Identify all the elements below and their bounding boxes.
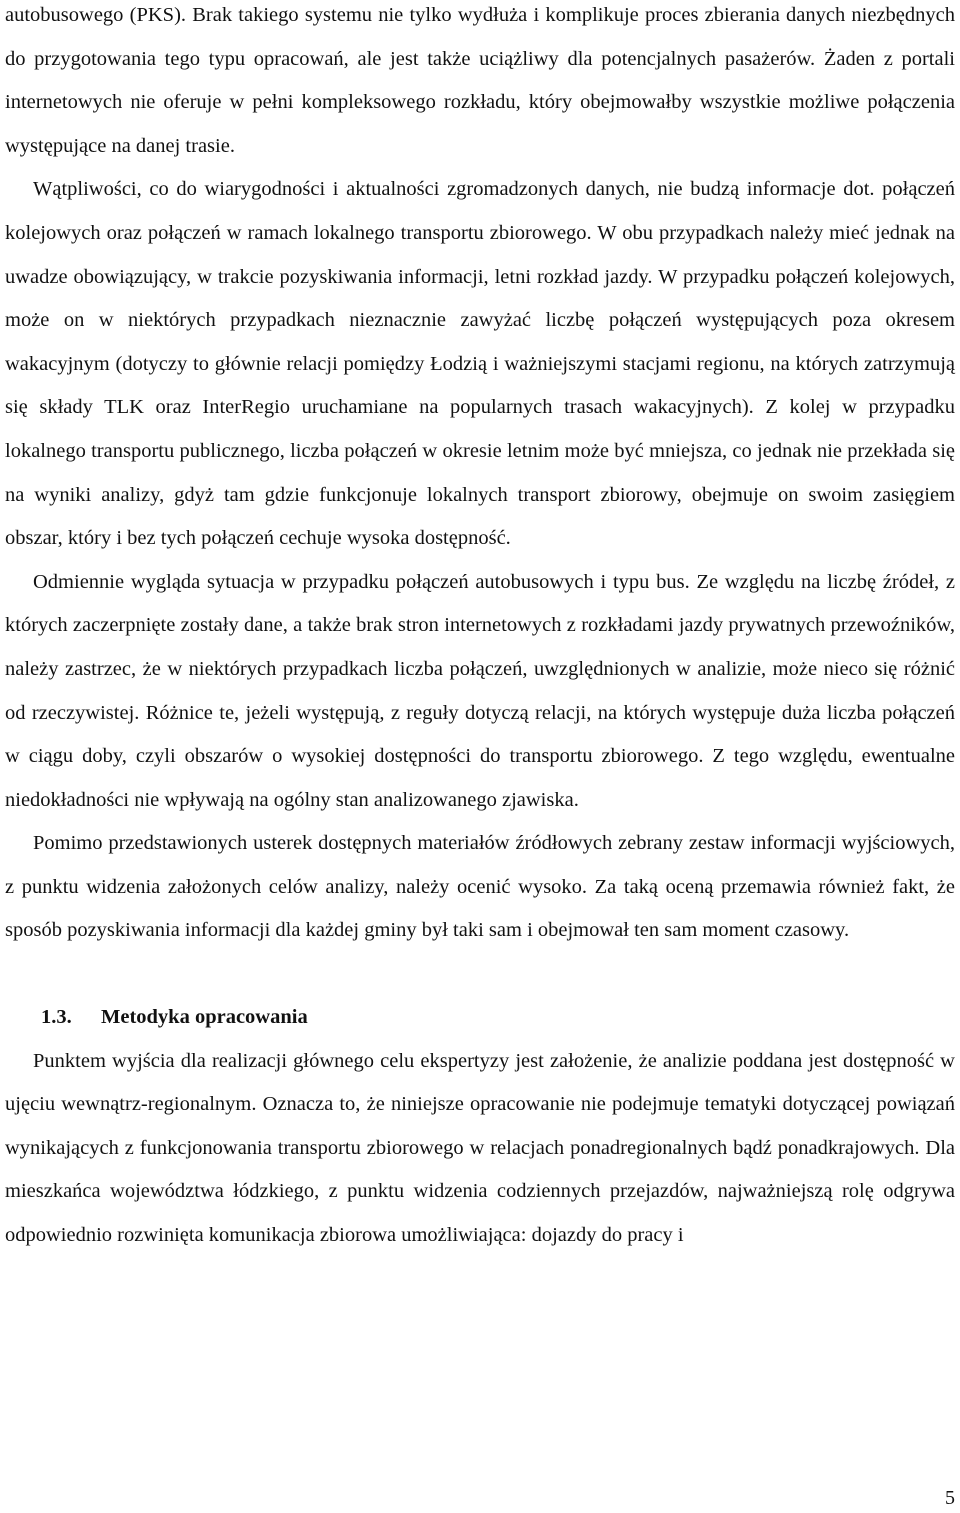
document-page	[5, 0, 955, 1258]
paragraph-1: autobusowego (PKS). Brak takiego systemu nie tylko wydłuża i komplikuje proces zbierania danych niezbędnych do przygotowania tego typu opracowań, ale jest także uciążliwy dla potencjalnych pasażerów. Żaden z portali internetowych nie oferuje w pełni kompleksowego rozkładu, który obejmowałby wszystkie możliwe połączenia występujące na danej trasie.	[5, 4, 955, 157]
paragraph-3: Odmiennie wygląda sytuacja w przypadku połączeń autobusowych i typu bus. Ze względu na liczbę źródeł, z których zaczerpnięte zostały dane, a także brak stron internetowych z rozkładami jazdy prywatnych przewoźników, należy zastrzec, że w niektórych przypadkach liczba połączeń, uwzględnionych w analizie, może nieco się różnić od rzeczywistej. Różnice te, jeżeli występują, z reguły dotyczą relacji, na których występuje duża liczba połączeń w ciągu doby, czyli obszarów o wysokiej dostępności do transportu zbiorowego. Z tego względu, ewentualne niedokładności nie wpływają na ogólny stan analizowanego zjawiska.	[5, 570, 955, 811]
paragraph-4: Pomimo przedstawionych usterek dostępnych materiałów źródłowych zebrany zestaw informacji wyjściowych, z punktu widzenia założonych celów analizy, należy ocenić wysoko. Za taką oceną przemawia również fakt, że sposób pozyskiwania informacji dla każdej gminy był taki sam i obejmował ten sam moment czasowy.	[5, 832, 955, 942]
section-paragraph: Punktem wyjścia dla realizacji głównego celu ekspertyzy jest założenie, że analizie poddana jest dostępność w ujęciu wewnątrz-regionalnym. Oznacza to, że niniejsze opracowanie nie podejmuje tematyki dotyczącej powiązań wynikających z funkcjonowania transportu zbiorowego w relacjach ponadregionalnych bądź ponadkrajowych. Dla mieszkańca województwa łódzkiego, z punktu widzenia codziennych przejazdów, najważniejszą rolę odgrywa odpowiednio rozwinięta komunikacja zbiorowa umożliwiająca: dojazdy do pracy i	[5, 1049, 955, 1247]
section-title: Metodyka opracowania	[101, 1006, 308, 1029]
section-number: 1.3.	[41, 1006, 72, 1029]
section-heading	[41, 996, 955, 1040]
paragraph-2: Wątpliwości, co do wiarygodności i aktualności zgromadzonych danych, nie budzą informacje dot. połączeń kolejowych oraz połączeń w ramach lokalnego transportu zbiorowego. W obu przypadkach należy mieć jednak na uwadze obowiązujący, w trakcie pozyskiwania informacji, letni rozkład jazdy. W przypadku połączeń kolejowych, może on w niektórych przypadkach nieznacznie zawyżać liczbę połączeń występujących poza okresem wakacyjnym (dotyczy to głównie relacji pomiędzy Łodzią i ważniejszymi stacjami regionu, na których zatrzymują się składy TLK oraz InterRegio uruchamiane na popularnych trasach wakacyjnych). Z kolej w przypadku lokalnego transportu publicznego, liczba połączeń w okresie letnim może być mniejsza, co jednak nie przekłada się na wyniki analizy, gdyż tam gdzie funkcjonuje lokalnych transport zbiorowy, obejmuje on swoim zasięgiem obszar, który i bez tych połączeń cechuje wysoka dostępność.	[5, 178, 955, 550]
page-number: 5	[945, 1487, 955, 1509]
